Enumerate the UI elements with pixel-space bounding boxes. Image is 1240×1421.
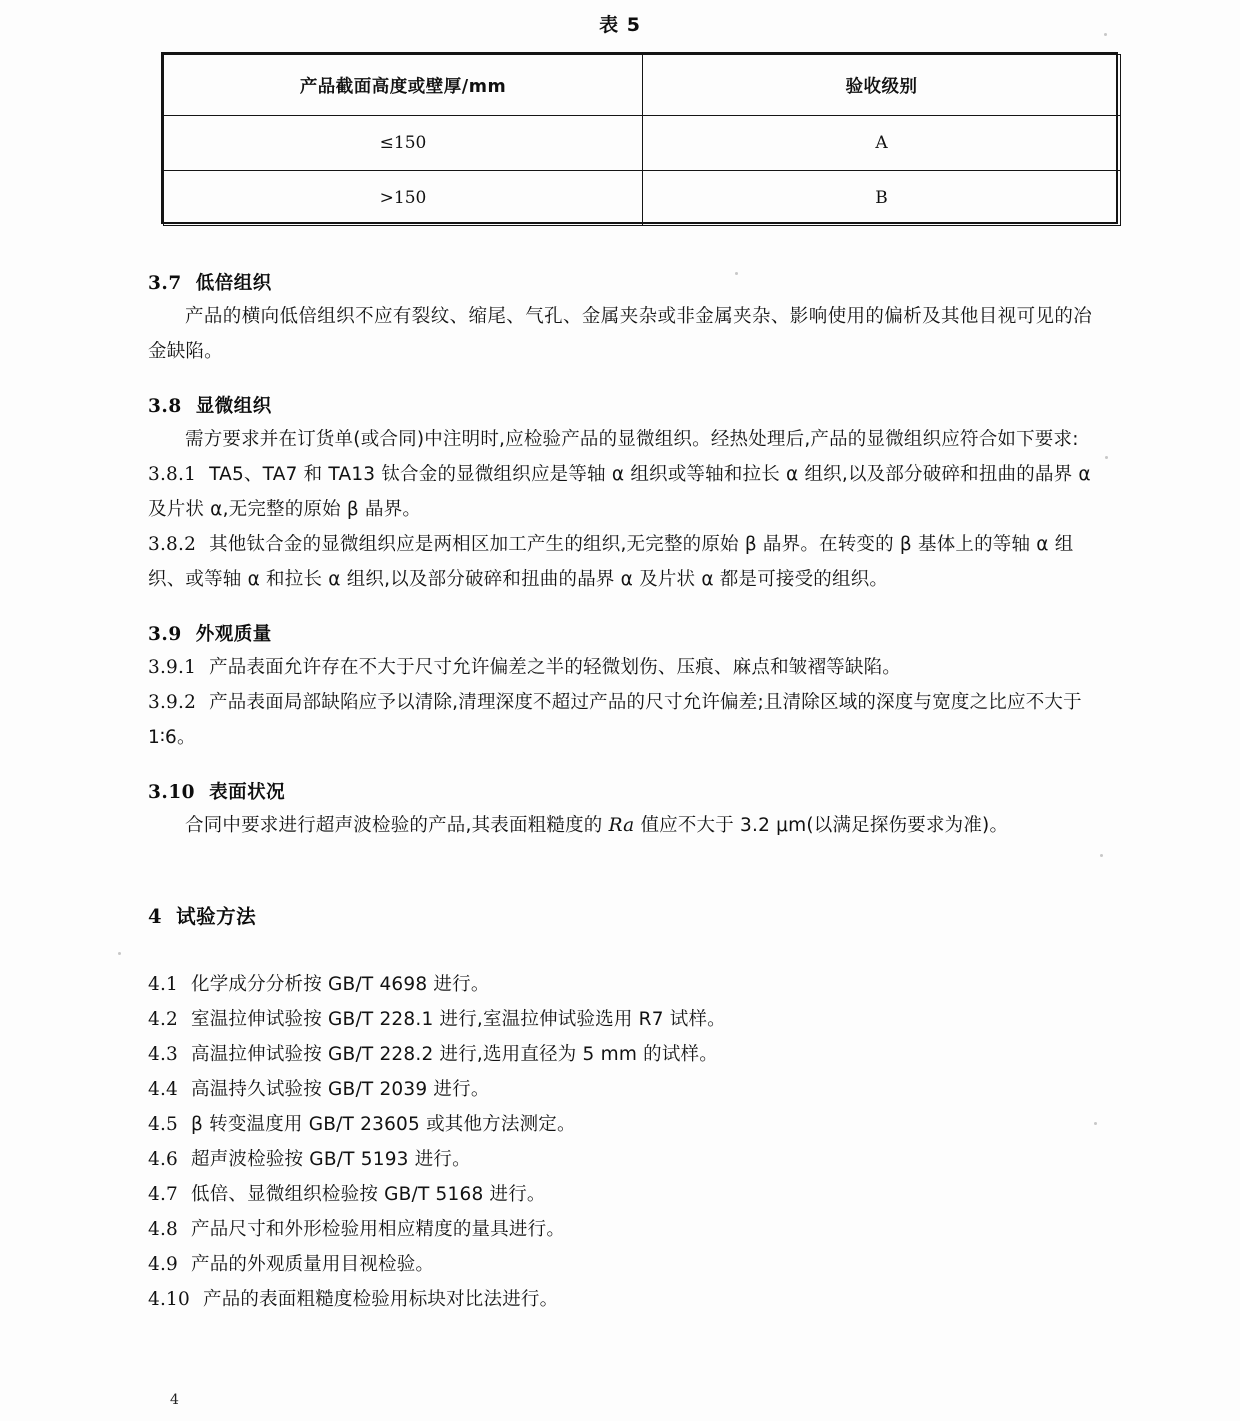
- clause-text: 产品的表面粗糙度检验用标块对比法进行。: [203, 1289, 559, 1310]
- section-title: 外观质量: [195, 624, 272, 645]
- clause-text: TA5、TA7 和 TA13 钛合金的显微组织应是等轴 α 组织或等轴和拉长 α 组织,以及部分破碎和扭曲的晶界 α 及片状 α,无完整的原始 β 晶界。: [148, 464, 1091, 520]
- clause-label: 4.6: [148, 1149, 179, 1170]
- clause-3-9-1: [148, 650, 1092, 685]
- clause-label: 4.8: [148, 1219, 179, 1240]
- section-number: 4: [148, 905, 163, 928]
- acceptance-grade-table: [163, 54, 1121, 226]
- clause-text: 低倍、显微组织检验按 GB/T 5168 进行。: [191, 1184, 546, 1205]
- clause-label: 4.2: [148, 1009, 179, 1030]
- scan-speck: [1100, 854, 1103, 857]
- clause-label: 3.8.2: [148, 534, 197, 555]
- scan-speck: [1094, 1122, 1097, 1125]
- section-3-7-body: 产品的横向低倍组织不应有裂纹、缩尾、气孔、金属夹杂或非金属夹杂、影响使用的偏析及其他目视可见的冶金缺陷。: [148, 306, 1092, 362]
- clause-label: 4.7: [148, 1184, 179, 1205]
- section-heading-4: [148, 889, 1240, 935]
- roughness-symbol: Ra: [608, 815, 635, 836]
- section-title: 表面状况: [209, 782, 286, 803]
- spec-table-wrapper: [163, 54, 1114, 226]
- section-number: 3.7: [148, 273, 182, 294]
- table-row: [164, 116, 1121, 171]
- clause-label: 3.9.2: [148, 692, 197, 713]
- clause-label: 4.9: [148, 1254, 179, 1275]
- scan-speck: [735, 272, 738, 275]
- clause-text: 化学成分分析按 GB/T 4698 进行。: [191, 974, 490, 995]
- scan-speck: [1104, 33, 1107, 36]
- clause-text: 其他钛合金的显微组织应是两相区加工产生的组织,无完整的原始 β 晶界。在转变的 β 基体上的等轴 α 组织、或等轴 α 和拉长 α 组织,以及部分破碎和扭曲的晶界 α 及片状 α 都是可接受的组织。: [148, 534, 1074, 590]
- section-3-10-body: [148, 808, 1092, 843]
- section-title: 试验方法: [176, 905, 257, 928]
- clause-text: 高温拉伸试验按 GB/T 228.2 进行,选用直径为 5 mm 的试样。: [191, 1044, 718, 1065]
- list-item: [148, 1002, 1092, 1037]
- list-item: [148, 967, 1092, 1002]
- list-item: [148, 1282, 1092, 1317]
- clause-text: 高温持久试验按 GB/T 2039 进行。: [191, 1079, 490, 1100]
- scan-speck: [118, 952, 121, 955]
- section-heading-3-8: [148, 381, 1240, 422]
- list-item: [148, 1107, 1092, 1142]
- table-cell-size: ≤150: [164, 116, 643, 171]
- clause-text: 产品表面允许存在不大于尺寸允许偏差之半的轻微划伤、压痕、麻点和皱褶等缺陷。: [209, 657, 901, 678]
- scan-speck: [1105, 456, 1108, 459]
- list-item: [148, 1177, 1092, 1212]
- clause-3-8-1: [148, 457, 1092, 527]
- clause-text: 产品表面局部缺陷应予以清除,清理深度不超过产品的尺寸允许偏差;且清除区域的深度与宽度之比应不大于 1∶6。: [148, 692, 1082, 748]
- clause-label: 3.9.1: [148, 657, 197, 678]
- clause-text: 产品的外观质量用目视检验。: [191, 1254, 435, 1275]
- list-item: [148, 1247, 1092, 1282]
- test-method-list: [0, 967, 1240, 1317]
- clause-text: 超声波检验按 GB/T 5193 进行。: [191, 1149, 471, 1170]
- section-3-8-body: 需方要求并在订货单(或合同)中注明时,应检验产品的显微组织。经热处理后,产品的显微组织应符合如下要求:: [185, 429, 1079, 450]
- section-number: 3.8: [148, 396, 182, 417]
- clause-label: 4.4: [148, 1079, 179, 1100]
- table-header-cell-grade: 验收级别: [643, 55, 1121, 116]
- section-3-10-text-post: 值应不大于 3.2 μm(以满足探伤要求为准)。: [634, 815, 1009, 836]
- clause-3-8-2: [148, 527, 1092, 597]
- table-cell-grade: A: [643, 116, 1121, 171]
- table-cell-size: >150: [164, 171, 643, 226]
- list-item: [148, 1142, 1092, 1177]
- table-row: [164, 171, 1121, 226]
- list-item: [148, 1212, 1092, 1247]
- clause-text: 室温拉伸试验按 GB/T 228.1 进行,室温拉伸试验选用 R7 试样。: [191, 1009, 726, 1030]
- table-caption: 表 5: [599, 14, 641, 36]
- clause-label: 4.1: [148, 974, 179, 995]
- section-number: 3.10: [148, 782, 196, 803]
- clause-label: 4.5: [148, 1114, 179, 1135]
- clause-label: 4.3: [148, 1044, 179, 1065]
- clause-3-9-2: [148, 685, 1092, 755]
- clause-text: 产品尺寸和外形检验用相应精度的量具进行。: [191, 1219, 566, 1240]
- section-heading-3-10: [148, 767, 1240, 808]
- section-number: 3.9: [148, 624, 182, 645]
- section-title: 显微组织: [195, 396, 272, 417]
- list-item: [148, 1037, 1092, 1072]
- list-item: [148, 1072, 1092, 1107]
- section-3-10-text-pre: 合同中要求进行超声波检验的产品,其表面粗糙度的: [185, 815, 609, 836]
- section-title: 低倍组织: [195, 273, 272, 294]
- table-cell-grade: B: [643, 171, 1121, 226]
- clause-label: 4.10: [148, 1289, 190, 1310]
- clause-label: 3.8.1: [148, 464, 197, 485]
- page-number: 4: [170, 1392, 179, 1408]
- table-header-cell-size: 产品截面高度或壁厚/mm: [164, 55, 643, 116]
- section-heading-3-7: [148, 258, 1240, 299]
- clause-text: β 转变温度用 GB/T 23605 或其他方法测定。: [191, 1114, 576, 1135]
- table-header-row: [164, 55, 1121, 116]
- section-heading-3-9: [148, 609, 1240, 650]
- document-body: [0, 258, 1240, 1317]
